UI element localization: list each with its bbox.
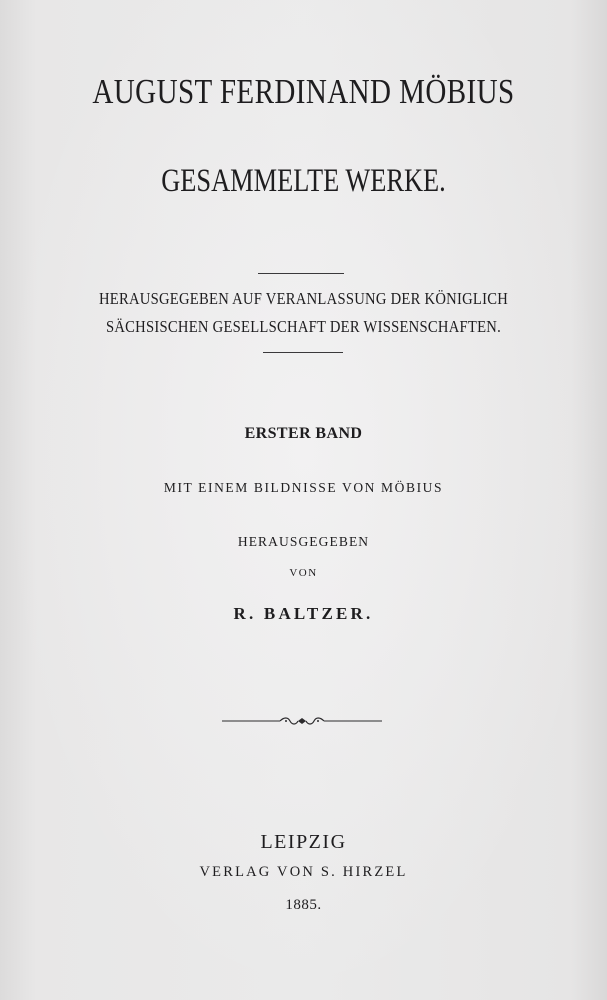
imprint-publisher: VERLAG VON S. HIRZEL [199,864,408,880]
imprint-year: 1885. [285,897,322,913]
author-name: AUGUST FERDINAND MÖBIUS [92,72,515,111]
divider-rule-bottom [263,352,343,353]
editor-name: R. BALTZER. [233,604,374,623]
imprint-city: LEIPZIG [260,831,347,853]
ornament-divider-icon [220,713,384,729]
by-label: VON [289,567,318,579]
volume-label: ERSTER BAND [244,425,363,442]
publisher-note-line-2: SÄCHSISCHEN GESELLSCHAFT DER WISSENSCHAFTEN. [105,317,502,336]
publisher-note-line-1: HERAUSGEGEBEN AUF VERANLASSUNG DER KÖNIGLICH [98,289,509,308]
edited-label: HERAUSGEGEBEN [237,534,370,549]
portrait-note: MIT EINEM BILDNISSE VON MÖBIUS [163,480,444,495]
divider-rule-top [258,273,344,274]
work-title: GESAMMELTE WERKE. [161,163,446,199]
